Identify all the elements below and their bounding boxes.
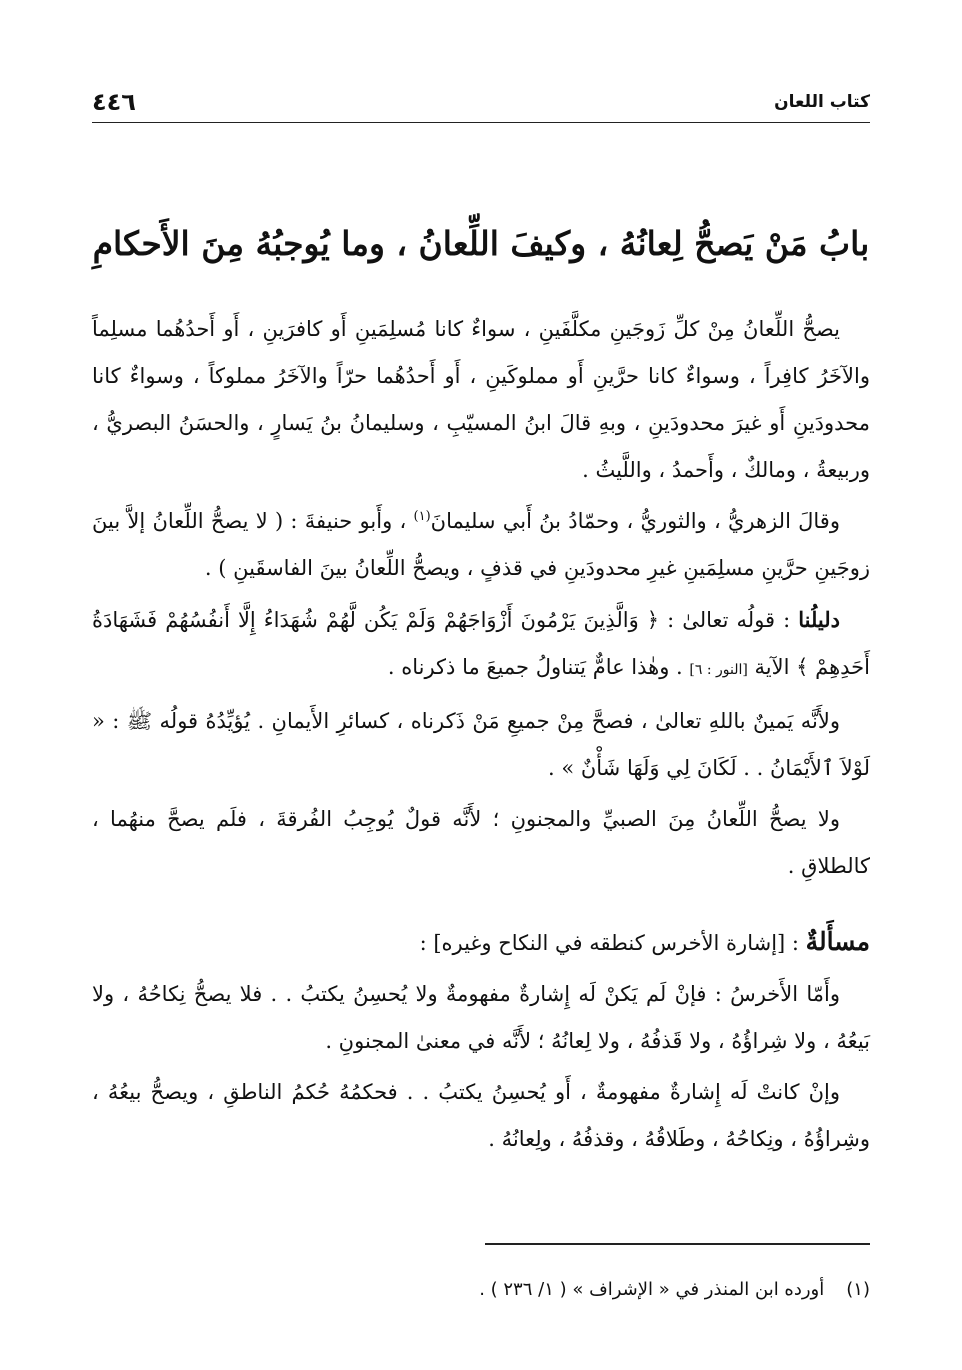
paragraph-6: وأَمّا الأَخرسُ : فإنْ لَم يَكنْ لَه إِشارةٌ مفهومةٌ ولا يُحسِنُ يكتبُ . . فلا يصحُّ نِكاحُهُ ، ولا بَيعُهُ ، ولا شِراؤُهُ ، ولا قَذفُهُ ، ولا لِعانُهُ ؛ لأَنَّه في معنىٰ المجنونِ . xyxy=(92,982,870,1053)
issue-title: : [إشارة الأخرس كنطقه في النكاح وغيره] : xyxy=(419,931,806,955)
footnote-text: أورده ابن المنذر في « الإشراف » ( ١/ ٢٣٦ ) . xyxy=(479,1279,825,1300)
issue-label: مسأَلةٌ xyxy=(805,927,870,956)
paragraph-7: وإنْ كانتْ لَه إِشارةٌ مفهومةٌ ، أَو يُحسِنُ يكتبُ . . فحكمُهُ حُكمُ الناطقِ ، ويصحُّ بيعُهُ ، وشِراؤُهُ ، ونِكاحُهُ ، وطَلاقُهُ ، وقذفُهُ ، ولِعانُهُ . xyxy=(92,1080,870,1151)
page-number: ٤٤٦ xyxy=(92,88,136,116)
paragraph-3 xyxy=(92,596,870,694)
paragraph-1: يصحُّ اللِّعانُ مِنْ كلِّ زَوجَينِ مكلَّفَينِ ، سواءٌ كانا مُسلِمَينِ أَو كافرَينِ ، أَو أَحدُهُما مسلِماً والآخَرُ كافِراً ، وسواءٌ كانا حرَّينِ أَو مملوكَينِ ، أَو أَحدُهُما حرّاً والآخَرُ مملوكاً ، وسواءٌ كانا محدودَينِ أَو غيرَ محدودَينِ ، وبهِ قالَ ابنُ المسيّبِ ، وسليمانُ بنُ يَسارٍ ، والحسَنُ البصريُّ ، وربيعةُ ، ومالكٌ ، وأَحمدُ ، واللَّيثُ . xyxy=(92,317,870,482)
paragraph-2-text-b: ، وأَبو حنيفةَ : ( لا يصحُّ اللِّعانُ إلاَّ بينَ زوجَينِ حرَّينِ مسلِمَينِ غيرِ محدودَينِ في قذفٍ ، ويصحُّ اللِّعانُ بينَ الفاسقَينِ ) . xyxy=(92,509,870,580)
footnote-rule xyxy=(485,1243,870,1245)
footnote-marker: (١) xyxy=(413,509,431,524)
footnote xyxy=(92,1272,870,1308)
main-text xyxy=(92,306,870,1167)
issue-heading xyxy=(92,918,870,967)
running-title: كتاب اللعان xyxy=(774,92,870,112)
quran-verse: : قولُه تعالىٰ : ﴿ وَالَّذِينَ يَرْمُونَ أَزْوَاجَهُمْ وَلَمْ يَكُن لَّهُمْ شُهَدَاءُ إِلَّا أَنفُسُهُمْ فَشَهَادَةُ أَحَدِهِمْ ﴾ الآية xyxy=(92,608,870,679)
verse-reference: [النور : ٦] xyxy=(689,662,748,678)
paragraph-4: ولأَنَّه يَمينٌ باللهِ تعالىٰ ، فصحَّ مِنْ جميعِ مَنْ ذَكرناه ، كسائرِ الأَيمانِ . يُؤيِّدُهُ قولُه ﷺ : « لَوْلاَ ٱلأَيْمَانُ . . لَكَانَ لِي وَلَهَا شَأْنٌ » . xyxy=(92,709,870,780)
header-rule xyxy=(92,122,870,123)
paragraph-3-tail: . وهٰذا عامٌّ يَتناولُ جميعَ ما ذكرناه . xyxy=(387,655,690,679)
chapter-title: بابُ مَنْ يَصحُّ لِعانُهُ ، وكيفَ اللِّعانُ ، وما يُوجبُهُ مِنَ الأَحكامِ xyxy=(92,224,870,263)
footnote-number: (١) xyxy=(846,1279,870,1300)
paragraph-2-text-a: وقالَ الزهريُّ ، والثوريُّ ، وحمّادُ بنُ أَبي سليمانَ xyxy=(430,509,840,533)
paragraph-5: ولا يصحُّ اللِّعانُ مِنَ الصبيِّ والمجنونِ ؛ لأَنَّه قولٌ يُوجِبُ الفُرقةَ ، فلَم يصحَّ منهُما ، كالطلاقِ . xyxy=(92,807,870,878)
evidence-lead: دليلُنا xyxy=(798,607,840,632)
page-header xyxy=(92,88,870,116)
paragraph-2 xyxy=(92,498,870,592)
